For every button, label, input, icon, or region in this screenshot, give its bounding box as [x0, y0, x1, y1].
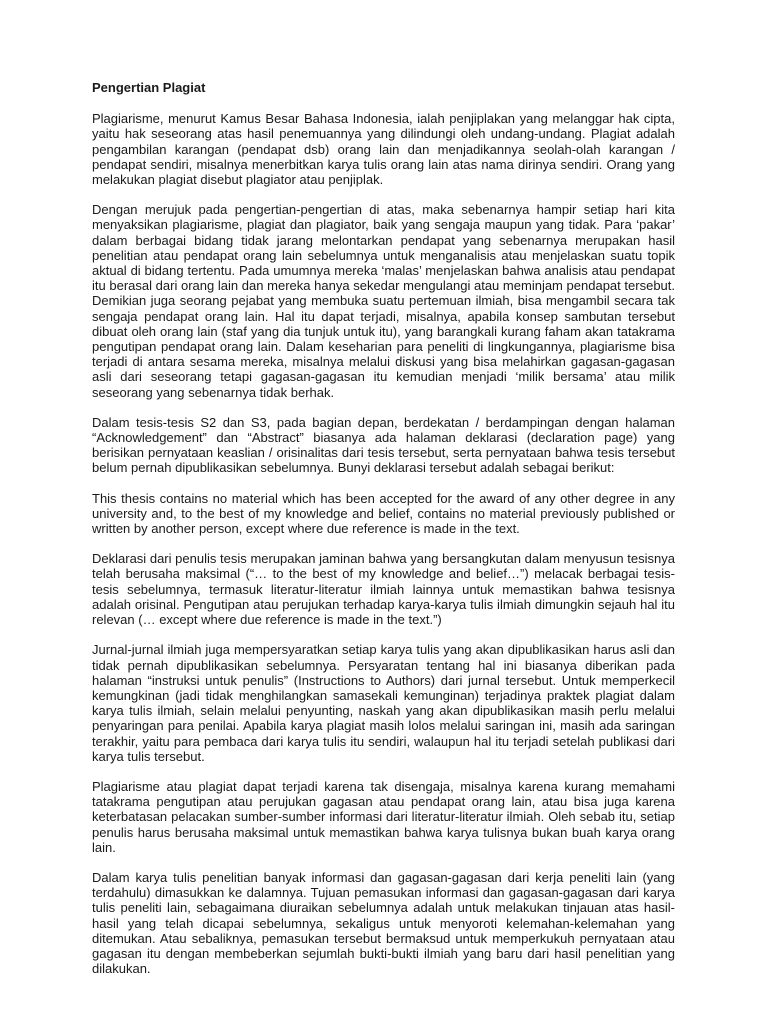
paragraph-definition: Plagiarisme, menurut Kamus Besar Bahasa Indonesia, ialah penjiplakan yang melanggar hak cipta, yaitu hak seseorang atas hasil penemuannya yang dilindungi oleh undang-undang. Plagiat adalah pengambilan karangan (pendapat dsb) orang lain dan menjadikannya seolah-olah karangan / pendapat sendiri, misalnya menerbitkan karya tulis orang lain atas nama dirinya sendiri. Orang yang melakukan plagiat disebut plagiator atau penjiplak.	[92, 111, 675, 188]
paragraph-research-citation: Dalam karya tulis penelitian banyak informasi dan gagasan-gagasan dari kerja peneliti lain (yang terdahulu) dimasukkan ke dalamnya. Tujuan pemasukan informasi dan gagasan-gagasan dari karya tulis peneliti lain, sebagaimana diuraikan sebelumnya adalah untuk melakukan tinjauan atas hasil-hasil yang telah dicapai sebelumnya, sekaligus untuk menyoroti kelemahan-kelemahan yang ditemukan. Atau sebaliknya, pemasukan tersebut bermaksud untuk memperkukuh pernyataan atau gagasan itu dengan membeberkan sejumlah bukti-bukti ilmiah yang baru dari hasil penelitian yang dilakukan.	[92, 869, 675, 977]
paragraph-thesis-declaration: Dalam tesis-tesis S2 dan S3, pada bagian depan, berdekatan / berdampingan dengan halaman “Acknowledgement” dan “Abstract” biasanya ada halaman deklarasi (declaration page) yang berisikan pernyataan keaslian / orisinalitas dari tesis tersebut, serta pernyataan bahwa tesis tersebut belum pernah dipublikasikan sebelumnya. Bunyi deklarasi tersebut adalah sebagai berikut:	[92, 414, 675, 476]
paragraph-declaration-quote: This thesis contains no material which has been accepted for the award of any other degree in any university and, to the best of my knowledge and belief, contains no material previously published or written by another person, except where due reference is made in the text.	[92, 490, 675, 537]
paragraph-journal-requirements: Jurnal-jurnal ilmiah juga mempersyaratkan setiap karya tulis yang akan dipublikasikan harus asli dan tidak pernah dipublikasikan sebelumnya. Persyaratan tentang hal ini biasanya diberikan pada halaman “instruksi untuk penulis” (Instructions to Authors) dari jurnal tersebut. Untuk memperkecil kemungkinan (jadi tidak menghilangkan samasekali kemunginan) terjadinya praktek plagiat dalam karya tulis ilmiah, selain melalui penyunting, naskah yang akan dipublikasikan masih perlu melalui penyaringan para penilai. Apabila karya plagiat masih lolos melalui saringan ini, masih ada saringan terakhir, yaitu para pembaca dari karya tulis itu sendiri, walaupun hal itu terjadi setelah publikasi dari karya tulis tersebut.	[92, 642, 675, 764]
paragraph-unintentional-plagiarism: Plagiarisme atau plagiat dapat terjadi karena tak disengaja, misalnya karena kurang memahami tatakrama pengutipan atau perujukan gagasan atau pendapat orang lain, atau bisa juga karena keterbatasan pelacakan sumber-sumber informasi dari literatur-literatur ilmiah. Oleh sebab itu, setiap penulis harus berusaha maksimal untuk memastikan bahwa karya tulisnya bukan buah karya orang lain.	[92, 778, 675, 855]
paragraph-everyday-plagiarism: Dengan merujuk pada pengertian-pengertian di atas, maka sebenarnya hampir setiap hari kita menyaksikan plagiarisme, plagiat dan plagiator, baik yang sengaja maupun yang tidak. Para ‘pakar’ dalam berbagai bidang tidak jarang melontarkan pendapat yang sebenarnya merupakan hasil penelitian atau pendapat orang lain sebelumnya untuk menganalisis atau menjelaskan suatu topik aktual di bidang tertentu. Pada umumnya mereka ‘malas’ menjelaskan bahwa analisis atau pendapat itu berasal dari orang lain dan mereka hanya sekedar mengulangi atau meminjam pendapat tersebut. Demikian juga seorang pejabat yang membuka suatu pertemuan ilmiah, bisa mengambil secara tak sengaja pendapat orang lain. Hal itu dapat terjadi, misalnya, apabila konsep sambutan tersebut dibuat oleh orang lain (staf yang dia tunjuk untuk itu), yang barangkali kurang faham akan tatakrama pengutipan pendapat orang lain. Dalam keseharian para peneliti di lingkungannya, plagiarisme bisa terjadi di antara sesama mereka, misalnya melalui diskusi yang bisa melahirkan gagasan-gagasan asli dari seseorang tetapi gagasan-gagasan itu kemudian menjadi ‘milik bersama’ atau milik seseorang yang sebenarnya tidak berhak.	[92, 202, 675, 400]
document-page	[92, 80, 675, 991]
document-title: Pengertian Plagiat	[92, 80, 206, 95]
paragraph-declaration-meaning: Deklarasi dari penulis tesis merupakan jaminan bahwa yang bersangkutan dalam menyusun tesisnya telah berusaha maksimal (“… to the best of my knowledge and belief…”) melacak berbagai tesis-tesis sebelumnya, termasuk literatur-literatur ilmiah lainnya untuk memastikan bahwa tesisnya adalah orisinal. Pengutipan atau perujukan terhadap karya-karya tulis ilmiah dimungkin sejauh hal itu relevan (… except where due reference is made in the text.”)	[92, 551, 675, 628]
